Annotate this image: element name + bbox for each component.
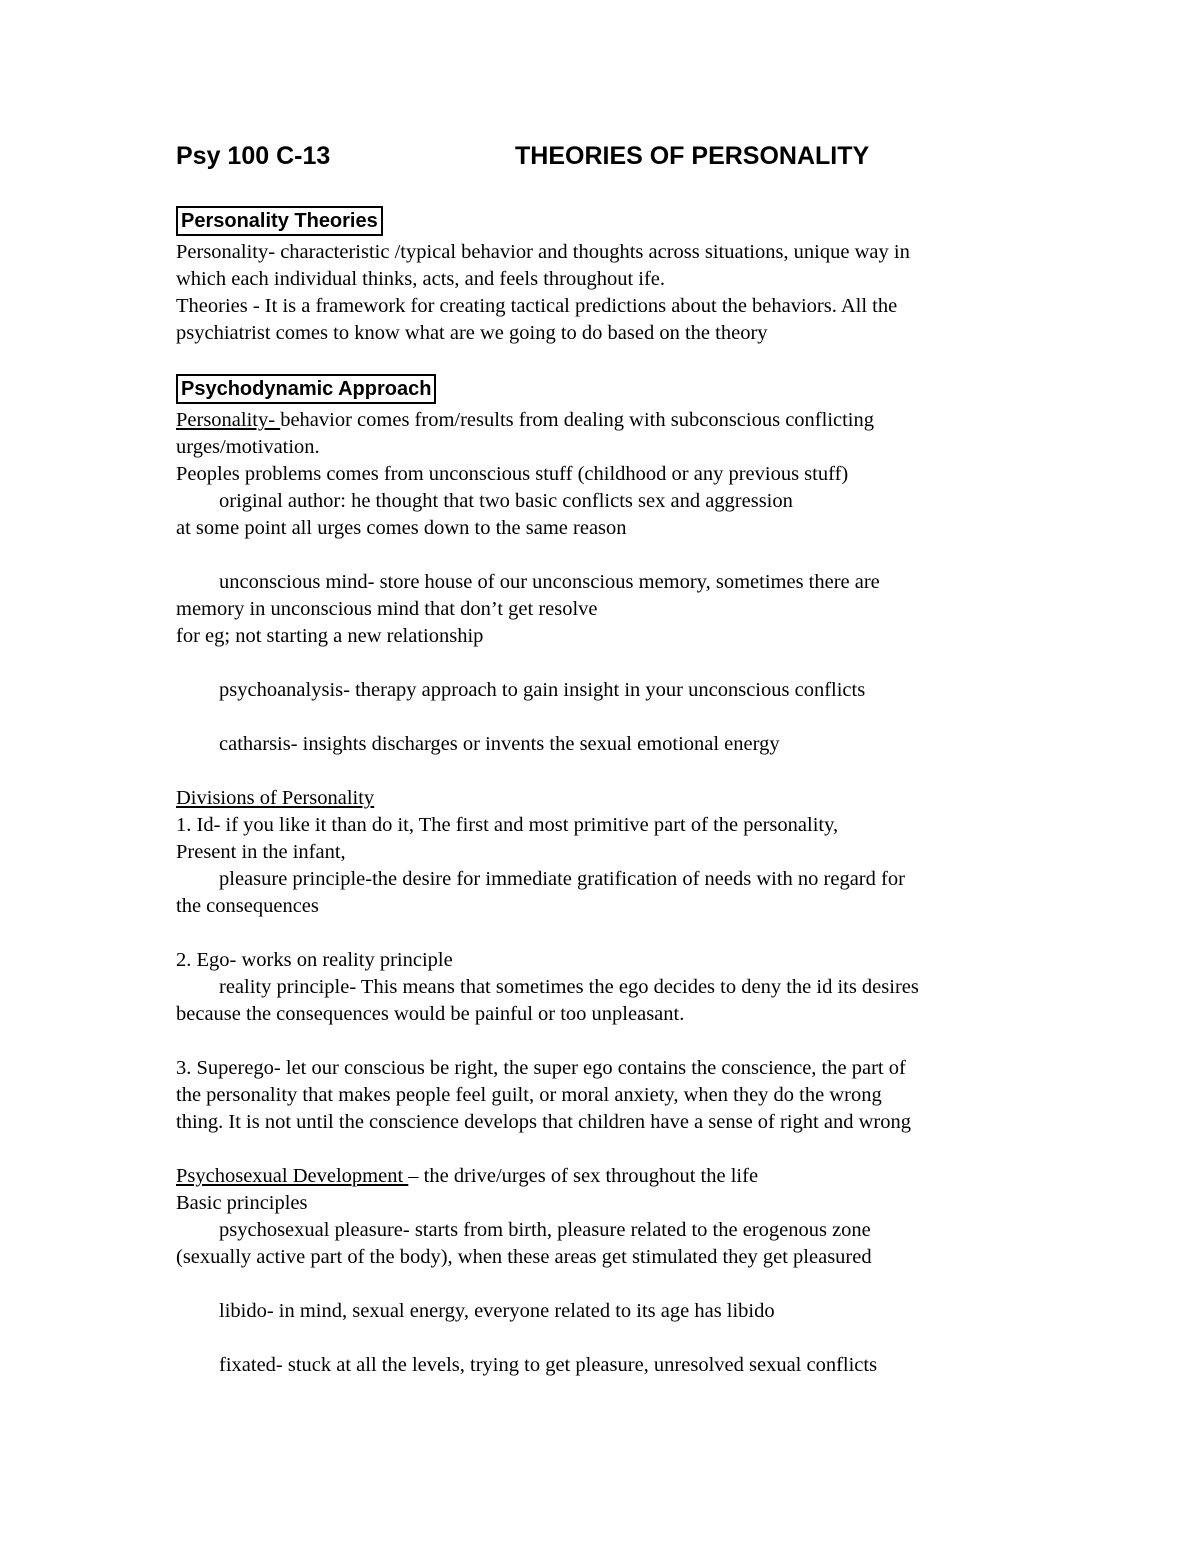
text-line: reality principle- This means that sometimes the ego decides to deny the id its desires	[219, 976, 919, 998]
text-line: Basic principles	[176, 1192, 308, 1214]
section-heading-personality-theories: Personality Theories	[176, 206, 383, 236]
text-line: catharsis- insights discharges or invents the sexual emotional energy	[219, 733, 780, 755]
text-line: the personality that makes people feel guilt, or moral anxiety, when they do the wrong	[176, 1084, 882, 1106]
text-line: psychosexual pleasure- starts from birth, pleasure related to the erogenous zone	[219, 1219, 871, 1241]
text-line: memory in unconscious mind that don’t get resolve	[176, 598, 598, 620]
text-line: Personality- behavior comes from/results from dealing with subconscious conflicting	[176, 409, 875, 431]
subheading-psychosexual: Psychosexual Development	[176, 1165, 409, 1187]
text-line: fixated- stuck at all the levels, trying to get pleasure, unresolved sexual conflicts	[219, 1354, 878, 1376]
text-line: unconscious mind- store house of our unconscious memory, sometimes there are	[219, 571, 880, 593]
text-line: 2. Ego- works on reality principle	[176, 949, 453, 971]
section-heading-psychodynamic-approach: Psychodynamic Approach	[176, 374, 436, 404]
course-code: Psy 100 C-13	[176, 142, 331, 170]
underlined-term: Personality-	[176, 409, 281, 431]
text-line: for eg; not starting a new relationship	[176, 625, 484, 647]
text-line: Psychosexual Development – the drive/urges of sex throughout the life	[176, 1165, 759, 1187]
text-line: which each individual thinks, acts, and feels throughout ife.	[176, 268, 666, 290]
text-line: (sexually active part of the body), when these areas get stimulated they get pleasured	[176, 1246, 872, 1268]
text-line: urges/motivation.	[176, 436, 320, 458]
text-line: original author: he thought that two basic conflicts sex and aggression	[219, 490, 793, 512]
text-line: psychoanalysis- therapy approach to gain insight in your unconscious conflicts	[219, 679, 866, 701]
page-title: THEORIES OF PERSONALITY	[515, 142, 870, 170]
text-line: 1. Id- if you like it than do it, The first and most primitive part of the personality,	[176, 814, 839, 836]
text-line: at some point all urges comes down to the same reason	[176, 517, 627, 539]
text-line: because the consequences would be painful or too unpleasant.	[176, 1003, 685, 1025]
subheading-divisions: Divisions of Personality	[176, 787, 375, 809]
text-line: the consequences	[176, 895, 319, 917]
text-line: Theories - It is a framework for creating tactical predictions about the behaviors. All the	[176, 295, 898, 317]
text-line: 3. Superego- let our conscious be right, the super ego contains the conscience, the part of	[176, 1057, 906, 1079]
text-line: Present in the infant,	[176, 841, 346, 863]
text-line: libido- in mind, sexual energy, everyone related to its age has libido	[219, 1300, 775, 1322]
text-line: psychiatrist comes to know what are we going to do based on the theory	[176, 322, 768, 344]
text-line: thing. It is not until the conscience develops that children have a sense of right and wrong	[176, 1111, 911, 1133]
text-line: Peoples problems comes from unconscious stuff (childhood or any previous stuff)	[176, 463, 849, 485]
text-line: Personality- characteristic /typical behavior and thoughts across situations, unique way in	[176, 241, 910, 263]
text-line: pleasure principle-the desire for immediate gratification of needs with no regard for	[219, 868, 905, 890]
